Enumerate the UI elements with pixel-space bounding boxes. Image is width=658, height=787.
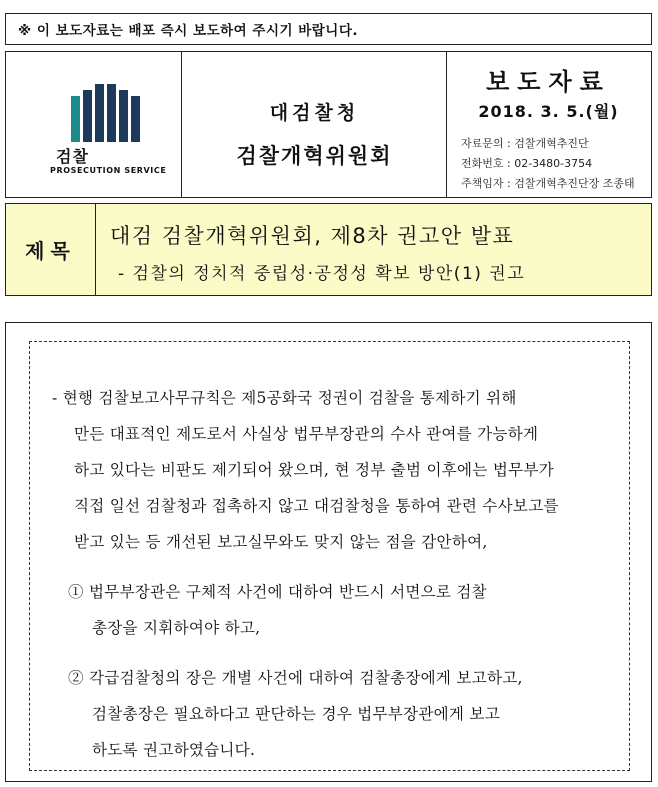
logo-subtitle: PROSECUTION SERVICE xyxy=(50,166,167,175)
recommendation-2-cont: 검찰총장은 필요하다고 판단하는 경우 법무부장관에게 보고 xyxy=(92,705,500,723)
press-header xyxy=(5,51,652,198)
body-line: 직접 일선 검찰청과 접촉하지 않고 대검찰청을 통하여 관련 수사보고를 xyxy=(74,497,559,515)
recommendation-2: ② 각급검찰청의 장은 개별 사건에 대하여 검찰총장에게 보고하고, xyxy=(68,669,523,687)
title-label: 제목 xyxy=(6,204,96,295)
body-line: 만든 대표적인 제도로서 사실상 법무부장관의 수사 관여를 가능하게 xyxy=(74,425,539,443)
contact-phone: 전화번호 : 02-3480-3754 xyxy=(461,157,593,170)
contact-inquiry: 자료문의 : 검찰개혁추진단 xyxy=(461,137,589,150)
press-info-cell xyxy=(447,52,650,197)
contact-responsible: 주책임자 : 검찰개혁추진단장 조종태 xyxy=(461,177,635,190)
recommendation-1: ① 법무부장관은 구체적 사건에 대하여 반드시 서면으로 검찰 xyxy=(68,583,487,601)
recommendation-2-cont: 하도록 권고하였습니다. xyxy=(92,741,256,759)
org-line-1: 대검찰청 xyxy=(269,102,360,124)
distribution-notice: ※ 이 보도자료는 배포 즉시 보도하여 주시기 바랍니다. xyxy=(5,13,652,45)
recommendation-1-cont: 총장을 지휘하여야 하고, xyxy=(92,619,261,637)
organization-cell xyxy=(182,52,447,197)
title-main: 대검 검찰개혁위원회, 제8차 권고안 발표 xyxy=(110,224,515,248)
title-subtitle: - 검찰의 정치적 중립성·공정성 확보 방안(1) 권고 xyxy=(118,264,526,284)
logo-cell xyxy=(6,52,182,197)
org-line-2: 검찰개혁위원회 xyxy=(236,144,393,168)
body-line: - 현행 검찰보고사무규칙은 제5공화국 정권이 검찰을 통제하기 위해 xyxy=(52,389,517,407)
prosecution-logo-icon xyxy=(71,82,141,142)
body-line: 하고 있다는 비판도 제기되어 왔으며, 현 정부 출범 이후에는 법무부가 xyxy=(74,461,554,479)
press-date: 2018. 3. 5.(월) xyxy=(478,102,619,121)
press-release-title: 보도자료 xyxy=(486,68,611,96)
title-box xyxy=(5,203,652,296)
body-box xyxy=(5,322,652,782)
body-line: 받고 있는 등 개선된 보고실무와도 맞지 않는 점을 감안하여, xyxy=(74,533,488,551)
body-dashed-frame xyxy=(29,341,630,771)
logo-name: 검찰 xyxy=(56,147,89,166)
